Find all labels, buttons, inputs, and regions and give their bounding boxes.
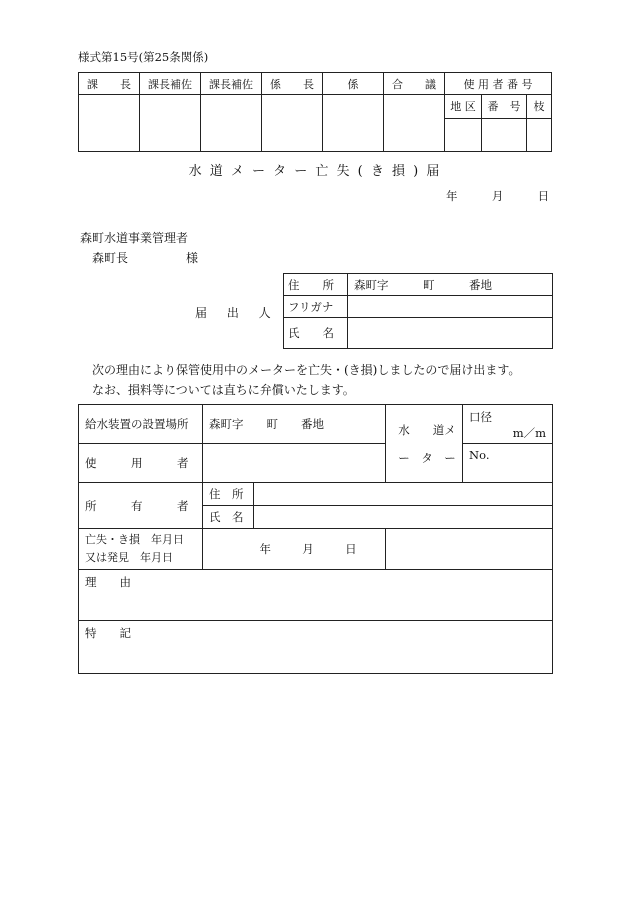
stamp-cell-4[interactable] bbox=[262, 95, 323, 152]
branch-cell[interactable] bbox=[527, 118, 552, 151]
note-line-2: なお、損料等については直ちに弁償いたします。 bbox=[92, 383, 355, 397]
stamp-cell-2[interactable] bbox=[140, 95, 201, 152]
number-cell[interactable] bbox=[482, 118, 527, 151]
owner-name-field[interactable] bbox=[254, 506, 553, 529]
owner-address-label: 住 所 bbox=[203, 483, 254, 506]
district-header: 地 区 bbox=[445, 95, 482, 119]
meter-number-label: No. bbox=[469, 448, 490, 462]
reason-label: 理 由 bbox=[85, 575, 131, 589]
number-header: 番 号 bbox=[482, 95, 527, 119]
remarks-field[interactable] bbox=[79, 621, 553, 674]
loss-date-label bbox=[79, 529, 203, 570]
caliber-label: 口径 bbox=[469, 410, 493, 424]
branch-header: 枝 bbox=[527, 95, 552, 119]
day-label: 日 bbox=[537, 189, 550, 203]
owner-label: 所 有 者 bbox=[79, 483, 203, 529]
applicant-name-field[interactable] bbox=[348, 318, 553, 349]
remarks-label: 特 記 bbox=[85, 626, 131, 640]
stamp-cell-3[interactable] bbox=[201, 95, 262, 152]
approval-header-section-chief: 課 長 bbox=[79, 73, 140, 95]
loss-month-label: 月 bbox=[302, 542, 314, 556]
install-location-label: 給水装置の設置場所 bbox=[79, 405, 203, 444]
meter-label-line-1: 水 道メ bbox=[398, 422, 456, 437]
loss-date-label-line-1: 亡失・き損 年月日 bbox=[85, 533, 184, 546]
note-line-1: 次の理由により保管使用中のメーターを亡失・(き損)しましたので届け出ます。 bbox=[92, 363, 521, 377]
stamp-cell-5[interactable] bbox=[323, 95, 384, 152]
applicant-address-field[interactable]: 森町字 町 番地 bbox=[348, 274, 553, 296]
approval-header-unit-chief: 係 長 bbox=[262, 73, 323, 95]
addressee-title: 森町水道事業管理者 bbox=[80, 231, 189, 245]
caliber-cell[interactable] bbox=[463, 405, 553, 444]
owner-name-label: 氏 名 bbox=[203, 506, 254, 529]
loss-date-extra[interactable] bbox=[386, 529, 553, 570]
loss-date-label-line-2: 又は発見 年月日 bbox=[85, 551, 173, 564]
user-field[interactable] bbox=[203, 444, 386, 483]
approval-header-deputy-1: 課長補佐 bbox=[140, 73, 201, 95]
loss-day-label: 日 bbox=[345, 542, 357, 556]
approval-header-deputy-2: 課長補佐 bbox=[201, 73, 262, 95]
user-label: 使 用 者 bbox=[79, 444, 203, 483]
loss-year-label: 年 bbox=[259, 542, 271, 556]
meter-label bbox=[386, 405, 463, 483]
month-label: 月 bbox=[491, 189, 504, 203]
loss-date-field[interactable] bbox=[203, 529, 386, 570]
caliber-unit: m／m bbox=[512, 426, 547, 440]
addressee-name bbox=[92, 249, 198, 266]
form-number: 様式第15号(第25条関係) bbox=[78, 50, 209, 64]
approval-table bbox=[78, 72, 552, 152]
applicant-furigana-label: フリガナ bbox=[284, 296, 348, 318]
user-number-header: 使 用 者 番 号 bbox=[445, 73, 552, 95]
applicant-label: 届 出 人 bbox=[195, 306, 279, 320]
applicant-address-label: 住 所 bbox=[284, 274, 348, 296]
reason-field[interactable] bbox=[79, 570, 553, 621]
applicant-table bbox=[283, 273, 553, 349]
install-location-field[interactable]: 森町字 町 番地 bbox=[203, 405, 386, 444]
addressee-mayor: 森町長 bbox=[92, 251, 129, 265]
approval-header-consultation: 合 議 bbox=[384, 73, 445, 95]
form-title: 水 道 メ ー タ ー 亡 失 ( き 損 ) 届 bbox=[188, 164, 442, 179]
approval-header-staff: 係 bbox=[323, 73, 384, 95]
applicant-name-label: 氏 名 bbox=[284, 318, 348, 349]
meter-number-cell[interactable] bbox=[463, 444, 553, 483]
submission-date[interactable] bbox=[446, 188, 549, 204]
year-label: 年 bbox=[446, 189, 458, 203]
owner-address-field[interactable] bbox=[254, 483, 553, 506]
meter-label-line-2: ー タ ー bbox=[398, 450, 456, 465]
addressee-honorific: 様 bbox=[186, 251, 199, 265]
district-cell[interactable] bbox=[445, 118, 482, 151]
main-table bbox=[78, 404, 553, 674]
stamp-cell-1[interactable] bbox=[79, 95, 140, 152]
applicant-furigana-field[interactable] bbox=[348, 296, 553, 318]
stamp-cell-6[interactable] bbox=[384, 95, 445, 152]
